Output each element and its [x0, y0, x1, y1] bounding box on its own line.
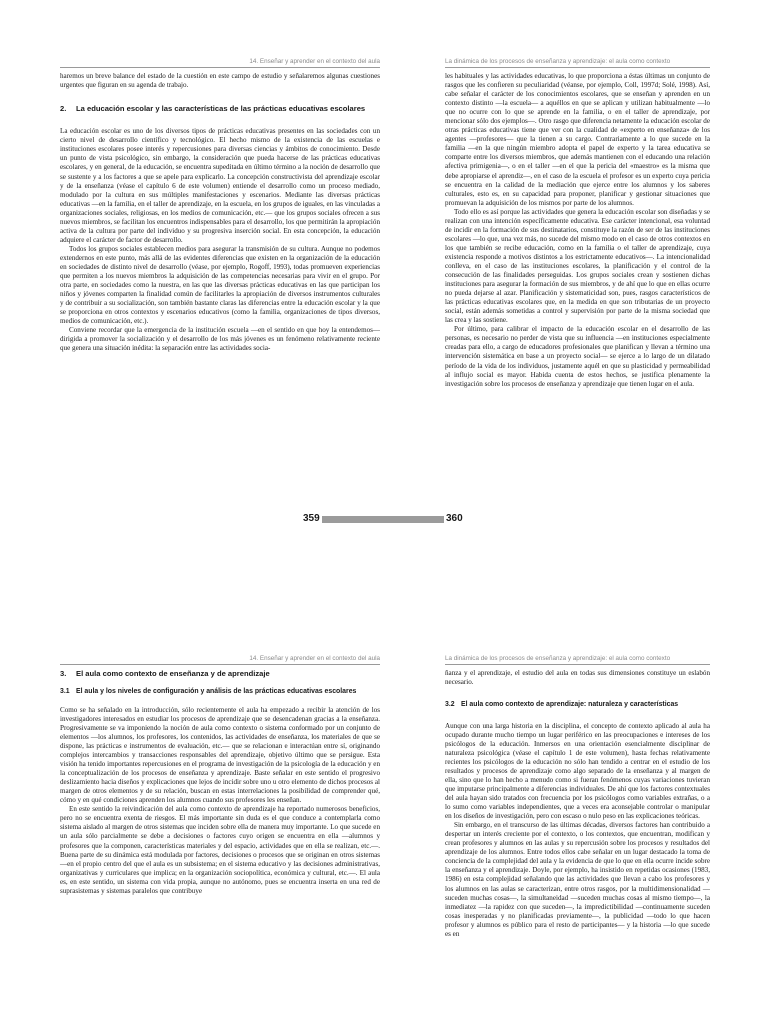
paragraph: ñanza y el aprendizaje, el estudio del aula en todas sus dimensiones constituye un eslabón necesario.	[445, 669, 710, 687]
paragraph: Todos los grupos sociales establecen medios para asegurar la transmisión de su cultura. Aunque no podemos extendernos en este punto, más allá de las evidentes diferencias que existen en la organización de la educación en sociedades de distinto nivel de desarrollo (véase, por ejemplo, Rogoff, 1993), todas promueven experiencias que permiten a los nuevos miembros la adquisición de las competencias necesarias para vivir en el grupo. Por otra parte, en sociedades como la nuestra, en las que las diversas prácticas educativas en las que participan los niños y jóvenes comparten la finalidad común de facilitarles la apropiación de diversos instrumentos culturales y de contribuir a su socialización, son también bastante claras las diferencias entre la educación escolar y la que se proporciona en otros contextos y escenarios educativos (como la familia, organizaciones de tipos diversos, medios de comunicación, etc.).	[60, 244, 380, 326]
body-text	[60, 72, 380, 353]
body-text	[445, 72, 710, 389]
paragraph: En este sentido la reivindicación del aula como contexto de aprendizaje ha reportado numerosos beneficios, pero no se encuentra exenta de riesgos. El más importante sin duda es el que conduce a contemplarla como sistema aislado al margen de otros sistemas que inciden sobre ella de manera muy importante. Lo que sucede en un aula sólo parcialmente se debe a decisiones o factores cuyo origen se encuentra en ella —alumnos y profesores que la componen, características materiales y del espacio, actividades que en ella se realizan, etc.—. Buena parte de su dinámica está modulada por factores, decisiones o procesos que se originan en otros sistemas —en el propio centro del que el aula es un subsistema; en el sistema educativo y las decisiones administrativas, organizativas y curriculares que implica; en la organización sociopolítica, económica y cultural, etc.—. El aula es, en este sentido, un sistema con vida propia, aunque no autónomo, pues se encuentra inserta en una red de suprasistemas y sistemas paralelos que contribuye	[60, 805, 380, 895]
page-left-bottom	[60, 655, 380, 1024]
paragraph: Como se ha señalado en la introducción, sólo recientemente el aula ha empezado a recibir la atención de los investigadores interesados en estudiar los procesos de aprendizaje que se desencadenan gracias a la enseñanza. Progresivamente se va imponiendo la noción de aula como contexto o sistema conformado por un conjunto de elementos —los alumnos, los profesores, los contenidos, las actividades de enseñanza, los materiales de que se dispone, las prácticas e instrumentos de evaluación, etc.— que se relacionan e interactúan entre sí, originando complejos intercambios y transacciones responsables del aprendizaje, objetivo último que se persigue. Esta visión ha tenido importantes repercusiones en el programa de investigación de la psicología de la educación y en la conceptualización de los procesos de enseñanza y aprendizaje. Baste señalar en este sentido el progresivo deslizamiento hacia diseños y explicaciones que lejos de incidir sobre uno u otro elemento de dichos procesos al margen de otros elementos y de su relación, buscan en estas interrelaciones la posibilidad de comprender qué, cómo y en qué condiciones aprenden los alumnos cuando sus profesores les enseñan.	[60, 705, 380, 805]
paragraph: La educación escolar es uno de los diversos tipos de prácticas educativas presentes en las sociedades con un cierto nivel de desarrollo científico y tecnológico. El hecho mismo de la existencia de las escuelas e instituciones escolares posee interés y repercusiones para diversas ciencias y ámbitos de conocimiento. Desde un punto de vista psicológico, sin embargo, la consideración que pueda hacerse de las prácticas educativas escolares, y en general, de la educación, se encuentra supeditada en último término a la noción de desarrollo que se sustente y a los factores a que se apele para explicarlo. La concepción constructivista del aprendizaje escolar y de la enseñanza (véase el capítulo 6 de este volumen) entiende el desarrollo como un proceso mediado, modulado por la cultura en sus múltiples manifestaciones y escenarios. Mediante las diversas prácticas educativas —en la familia, en el taller de aprendizaje, en la escuela, en los grupos de iguales, en las vinculadas a organizaciones sociales, religiosas, en los medios de comunicación, etc.— que los grupos sociales ofrecen a sus nuevos miembros, se facilitan los encuentros indispensables para el desarrollo, los que permitirán la apropiación activa de la cultura por parte del individuo y su progresiva inserción social. En esta concepción, la educación adquiere el carácter de factor de desarrollo.	[60, 127, 380, 244]
running-head: 14. Enseñar y aprender en el contexto del aula	[60, 58, 380, 68]
running-head: 14. Enseñar y aprender en el contexto del aula	[60, 655, 380, 665]
paragraph: Por último, para calibrar el impacto de la educación escolar en el desarrollo de las personas, es necesario no perder de vista que su influencia —en instituciones especialmente creadas para ello, a cargo de educadores profesionales que planifican y llevan a término una intervención sistemática en base a un proyecto social— se ejerce a lo largo de un dilatado período de la vida de los individuos, justamente aquél en que su plasticidad y permeabilidad al influjo social es mayor. Habida cuenta de estos hechos, se justifica plenamente la investigación sobre los procesos de enseñanza y aprendizaje que tienen lugar en el aula.	[445, 325, 710, 388]
subsection-title: El aula como contexto de aprendizaje: naturaleza y características	[461, 701, 679, 709]
body-text	[60, 669, 380, 896]
section-heading	[60, 104, 380, 113]
subsection-number: 3.2	[445, 701, 455, 709]
section-title: La educación escolar y las características de las prácticas educativas escolares	[76, 104, 366, 114]
folio-left	[60, 514, 380, 524]
folio-right	[392, 514, 712, 524]
subsection-heading	[445, 701, 710, 710]
page-360	[445, 58, 710, 528]
subsection-number: 3.1	[60, 688, 70, 696]
page-number: 360	[446, 513, 463, 524]
running-head: La dinámica de los procesos de enseñanza y aprendizaje: el aula como contexto	[445, 58, 710, 68]
body-text	[445, 669, 710, 939]
page-number: 359	[303, 513, 320, 524]
paragraph: haremos un breve balance del estado de la cuestión en este campo de estudio y señalaremos algunas cuestiones urgentes que figuran en su agenda de trabajo.	[60, 72, 380, 90]
running-head: La dinámica de los procesos de enseñanza y aprendizaje: el aula como contexto	[445, 655, 710, 665]
page-359	[60, 58, 380, 528]
subsection-title: El aula y los niveles de configuración y análisis de las prácticas educativas escolares	[76, 688, 357, 696]
page-right-bottom	[445, 655, 710, 1024]
section-title: El aula como contexto de enseñanza y de aprendizaje	[76, 669, 270, 678]
section-number: 2.	[60, 104, 67, 114]
paragraph: Conviene recordar que la emergencia de la institución escuela —en el sentido en que hoy la entendemos— dirigida a promover la socialización y el desarrollo de los más jóvenes es un fenómeno relativamente reciente que genera una situación inédita: la separación entre las actividades socia-	[60, 326, 380, 353]
paragraph: les habituales y las actividades educativas, lo que proporciona a éstas últimas un conjunto de rasgos que les confieren su peculiaridad (véanse, por ejemplo, Coll, 1997d; Solé, 1998). Así, cabe señalar el carácter de los conocimientos escolares, que se enseñan y aprenden en un contexto distinto —la escuela— a aquéllos en que se aplican y utilizan habitualmente —lo que no ocurre con lo que se aprende en la familia, o en el taller de aprendizaje, por mencionar sólo dos ejemplos—. Otro rasgo que diferencia netamente la educación escolar de otras prácticas educativas tiene que ver con la cualidad de «experto en enseñanza» de los agentes —profesores— que la tienen a su cargo. Contrariamente a lo que sucede en la familia —en la que ningún miembro adopta el papel de experto y la tarea educativa se comparte entre los diversos miembros, que además mantienen con el educando una relación afectiva primigenia—, o en el taller —en el que la pericia del «maestro» es la misma que debe apropiarse el aprendiz—, en el caso de la escuela el profesor es un experto cuya pericia se encuentra en la calidad de la mediación que ejerce entre los alumnos y los saberes culturales, esto es, en su capacidad para proponer, planificar y gestionar situaciones que promuevan la adquisición de los mismos por parte de los alumnos.	[445, 72, 710, 207]
section-heading	[60, 669, 380, 678]
section-number: 3.	[60, 669, 67, 678]
folio-bar	[392, 516, 444, 523]
subsection-heading	[60, 688, 380, 697]
paragraph: Todo ello es así porque las actividades que genera la educación escolar son diseñadas y se realizan con una intención específicamente educativa. Ese carácter intencional, esa voluntad de incidir en la formación de sus destinatarios, constituye la razón de ser de las instituciones escolares —lo que, una vez más, no sucede del mismo modo en el caso de otros contextos en los que también se recibe educación, como en la familia o el taller de aprendizaje, cuya existencia responde a motivos distintos a los estrictamente educativos—. La intencionalidad conlleva, en el caso de las instituciones escolares, la planificación y el control de la consecución de las finalidades perseguidas. Los grupos sociales crean y sostienen dichas instituciones para asegurar la formación de sus miembros, y de ahí que lo que en ellas ocurre no pueda dejarse al azar. Planificación y sistematicidad son, pues, rasgos característicos de las prácticas educativas escolares que, en la medida en que son tributarias de un proyecto social, están además sometidas a control y supervisión por parte de la misma sociedad que las crea y las sostiene.	[445, 207, 710, 325]
paragraph: Sin embargo, en el transcurso de las últimas décadas, diversos factores han contribuido a despertar un interés creciente por el contexto, o los contextos, que encuentran, modifican y crean profesores y alumnos en las aulas y su repercusión sobre los procesos y resultados del aprendizaje de los alumnos. Entre todos ellos cabe señalar en un lugar destacado la toma de conciencia de la complejidad del aula y la evidencia de que lo que en ella ocurre incide sobre la enseñanza y el aprendizaje. Doyle, por ejemplo, ha insistido en repetidas ocasiones (1983, 1986) en esta complejidad señalando que las actividades que llevan a cabo los profesores y los alumnos en las aulas se caracterizan, entre otros rasgos, por la multidimensionalidad —suceden muchas cosas—, la simultaneidad —suceden muchas cosas al mismo tiempo—, la inmediatez —la rapidez con que suceden—, la impredictibilidad —continuamente suceden cosas inesperadas y no planificadas previamente—, la publicidad —todo lo que hacen profesor y alumnos es público para el resto de participantes— y la historia —lo que sucede es en	[445, 821, 710, 938]
paragraph: Aunque con una larga historia en la disciplina, el concepto de contexto aplicado al aula ha ocupado durante mucho tiempo un lugar periférico en las preocupaciones e intereses de los psicólogos de la educación. Inmersos en una orientación esencialmente disciplinar de naturaleza psicológica (véase el capítulo 1 de este volumen), hasta fechas relativamente recientes los psicólogos de la educación no sólo han tendido a centrar en el estudio de los resultados y procesos de aprendizaje como algo separado de la enseñanza y al margen de ella, sino que lo han hecho a menudo como si fueran fenómenos cuyas variaciones tuvieran que imputarse principalmente a diferencias individuales. De ahí que los factores contextuales del aula hayan sido tratados con frecuencia por los psicólogos como variables extrañas, o a lo sumo como variables independientes, que a veces era aconsejable controlar o manipular en los diseños de investigación, pero con escaso o nulo peso en las explicaciones teóricas.	[445, 721, 710, 821]
